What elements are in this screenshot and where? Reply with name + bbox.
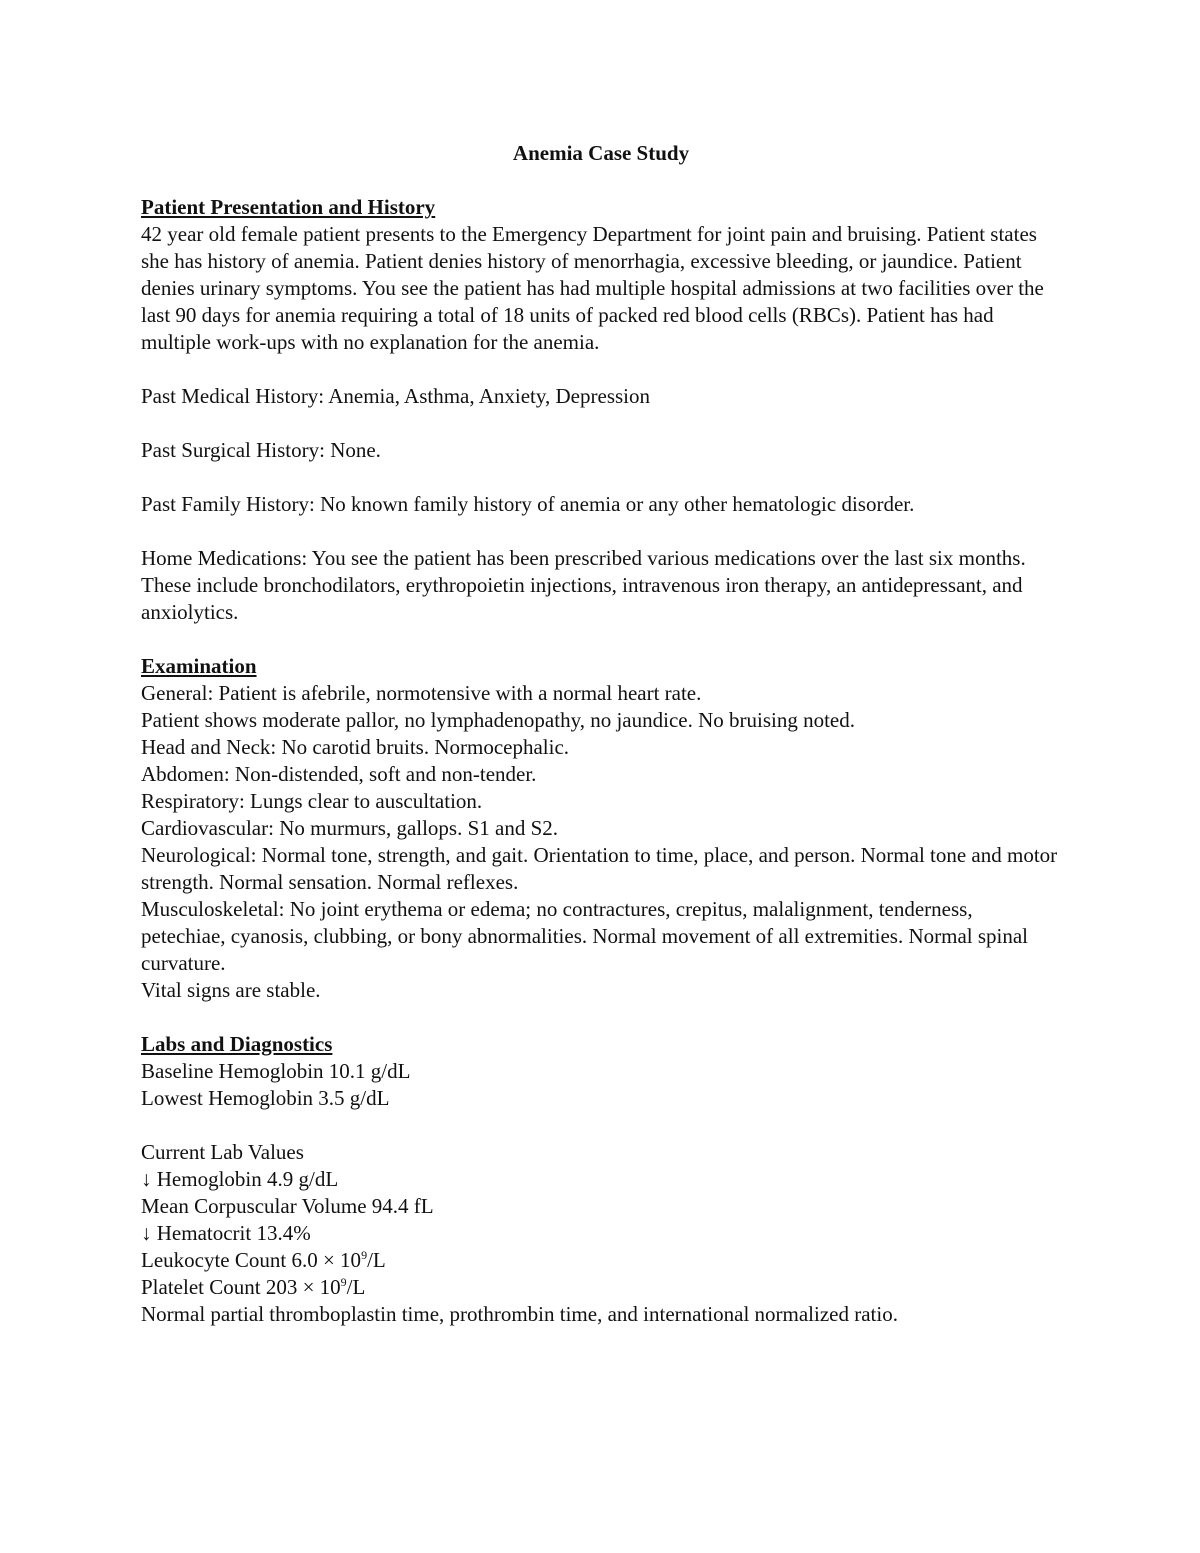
platelet-unit: /L (346, 1275, 366, 1299)
spacer (141, 1112, 1061, 1139)
surgical-history: Past Surgical History: None. (141, 438, 381, 462)
family-history: Past Family History: No known family history of anemia or any other hematologic disorder. (141, 492, 915, 516)
document-page (141, 140, 1061, 1328)
examination-heading: Examination (141, 654, 257, 678)
medical-history: Past Medical History: Anemia, Asthma, Anxiety, Depression (141, 384, 650, 408)
baseline-hemoglobin: Baseline Hemoglobin 10.1 g/dL (141, 1059, 411, 1083)
spacer (141, 626, 1061, 653)
spacer (141, 356, 1061, 383)
lowest-hemoglobin: Lowest Hemoglobin 3.5 g/dL (141, 1086, 390, 1110)
lab-leukocyte (141, 1247, 1061, 1274)
spacer (141, 410, 1061, 437)
lab-hematocrit: ↓ Hematocrit 13.4% (141, 1221, 311, 1245)
exam-abdomen: Abdomen: Non-distended, soft and non-tender. (141, 762, 537, 786)
leukocyte-exponent: 9 (361, 1248, 368, 1262)
leukocyte-unit: /L (367, 1248, 386, 1272)
exam-cardiovascular: Cardiovascular: No murmurs, gallops. S1 and S2. (141, 816, 559, 840)
leukocyte-prefix: Leukocyte Count 6.0 × 10 (141, 1248, 362, 1272)
presentation-heading: Patient Presentation and History (141, 195, 436, 219)
home-medications: Home Medications: You see the patient has been prescribed various medications over the last six months. These include bronchodilators, erythropoietin injections, intravenous iron therapy, an antidepressant, and anxiolytics. (141, 546, 1026, 624)
lab-hemoglobin: ↓ Hemoglobin 4.9 g/dL (141, 1167, 339, 1191)
exam-musculoskeletal: Musculoskeletal: No joint erythema or edema; no contractures, crepitus, malalignment, tenderness, petechiae, cyanosis, clubbing, or bony abnormalities. Normal movement of all extremities. Normal spinal curvature. (141, 897, 1029, 975)
exam-pallor: Patient shows moderate pallor, no lymphadenopathy, no jaundice. No bruising noted. (141, 708, 855, 732)
current-lab-label: Current Lab Values (141, 1140, 304, 1164)
platelet-exponent: 9 (340, 1275, 347, 1289)
spacer (141, 464, 1061, 491)
presentation-paragraph: 42 year old female patient presents to the Emergency Department for joint pain and bruising. Patient states she has history of anemia. Patient denies history of menorrhagia, excessive bleeding, or jaundice. Patient denies urinary symptoms. You see the patient has had multiple hospital admissions at two facilities over the last 90 days for anemia requiring a total of 18 units of packed red blood cells (RBCs). Patient has had multiple work-ups with no explanation for the anemia. (141, 222, 1044, 354)
exam-vital-signs: Vital signs are stable. (141, 978, 321, 1002)
exam-head-neck: Head and Neck: No carotid bruits. Normocephalic. (141, 735, 570, 759)
exam-general: General: Patient is afebrile, normotensive with a normal heart rate. (141, 681, 702, 705)
lab-mcv: Mean Corpuscular Volume 94.4 fL (141, 1194, 434, 1218)
lab-platelet (141, 1274, 1061, 1301)
document-title: Anemia Case Study (512, 141, 690, 165)
exam-respiratory: Respiratory: Lungs clear to auscultation. (141, 789, 483, 813)
platelet-prefix: Platelet Count 203 × 10 (141, 1275, 341, 1299)
spacer (141, 518, 1061, 545)
lab-coagulation: Normal partial thromboplastin time, prothrombin time, and international normalized ratio. (141, 1302, 898, 1326)
exam-neurological: Neurological: Normal tone, strength, and gait. Orientation to time, place, and person. Normal tone and motor strength. Normal sensation. Normal reflexes. (141, 843, 1058, 894)
labs-heading: Labs and Diagnostics (141, 1032, 333, 1056)
spacer (141, 1004, 1061, 1031)
